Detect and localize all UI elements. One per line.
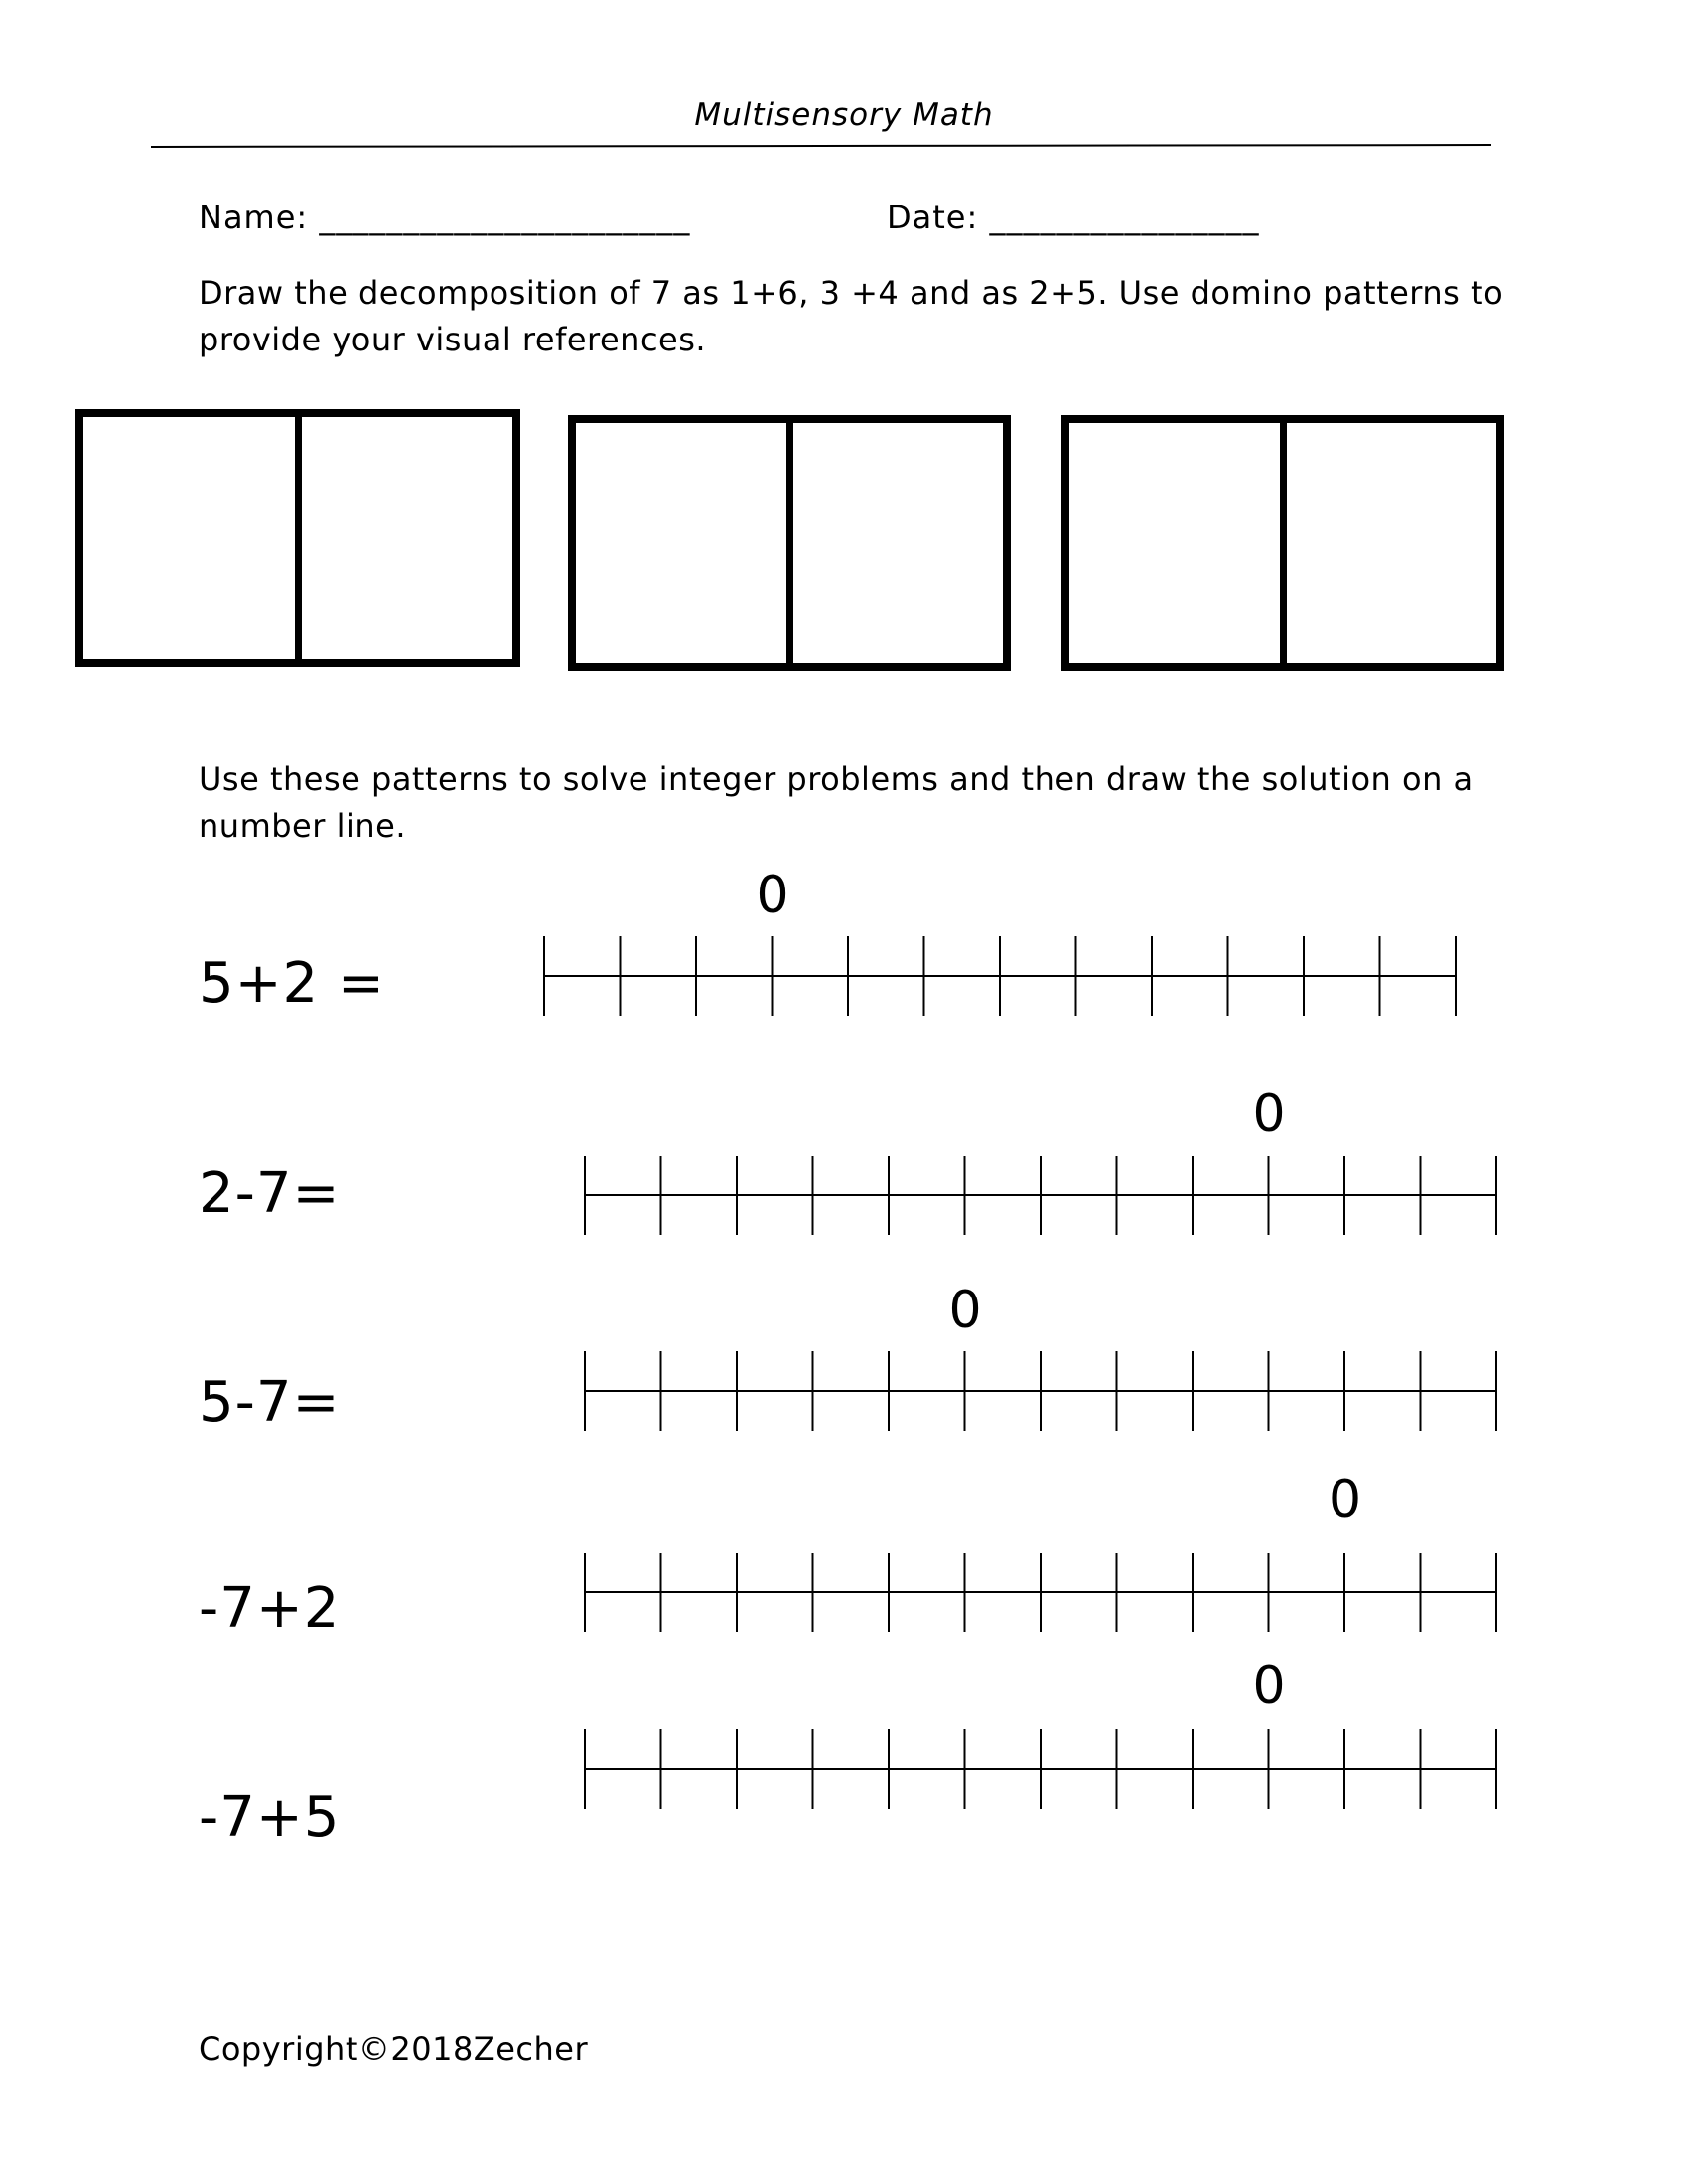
page-title: Multisensory Math [694,97,994,133]
number-line-4[interactable] [583,1551,1498,1634]
number-line-2[interactable] [583,1154,1498,1237]
zero-label-4: 0 [1329,1470,1362,1530]
domino-2[interactable] [568,415,1011,671]
domino-3-right-half[interactable] [1280,423,1497,663]
instruction-number-line: Use these patterns to solve integer problems and then draw the solution on a number line. [199,760,1474,845]
problem-expression-1: 5+2 = [199,951,385,1016]
problem-expression-5: -7+5 [199,1785,341,1849]
problem-expression-2: 2-7= [199,1161,341,1226]
date-field[interactable]: Date: ________________ [887,199,1260,236]
header-divider [151,144,1491,148]
problem-expression-4: -7+2 [199,1576,341,1641]
domino-2-right-half[interactable] [786,423,1004,663]
zero-label-1: 0 [756,866,789,925]
domino-3[interactable] [1061,415,1504,671]
domino-1[interactable] [75,409,520,667]
problem-expression-3: 5-7= [199,1370,341,1434]
domino-2-left-half[interactable] [576,423,786,663]
zero-label-5: 0 [1252,1656,1286,1715]
zero-label-2: 0 [1252,1084,1286,1144]
number-line-1[interactable] [542,934,1458,1018]
number-line-3[interactable] [583,1349,1498,1433]
name-field[interactable]: Name: ______________________ [199,199,691,236]
number-line-5[interactable] [583,1727,1498,1811]
domino-1-right-half[interactable] [295,417,513,659]
copyright-footer: Copyright©2018Zecher [199,2030,589,2068]
domino-1-left-half[interactable] [83,417,295,659]
domino-3-left-half[interactable] [1069,423,1280,663]
zero-label-3: 0 [948,1281,982,1340]
instruction-decomposition: Draw the decomposition of 7 as 1+6, 3 +4 and as 2+5. Use domino patterns to provide your visual references. [199,274,1504,358]
